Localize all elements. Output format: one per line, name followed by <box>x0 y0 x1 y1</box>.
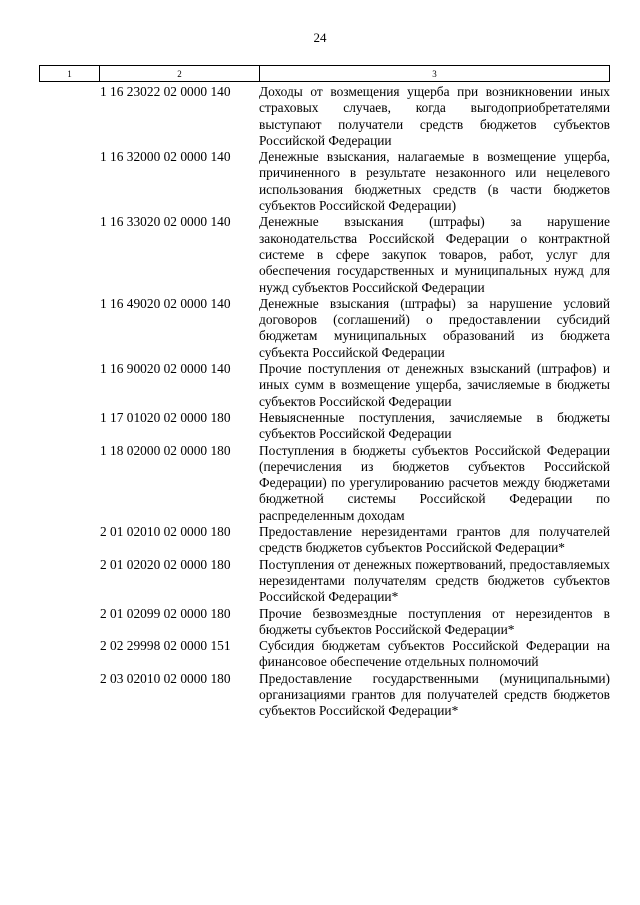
revenue-code: 2 01 02010 02 0000 180 <box>100 524 231 540</box>
table-row <box>100 84 610 149</box>
column-header-table <box>39 65 610 82</box>
table-row <box>100 214 610 295</box>
table-row <box>100 410 610 443</box>
revenue-code: 1 16 90020 02 0000 140 <box>100 361 231 377</box>
revenue-description: Предоставление государственными (муниципальными) организациями грантов для получателей средств бюджетов субъектов Российской Федерации* <box>259 670 610 719</box>
page-number: 24 <box>313 30 327 45</box>
revenue-description: Денежные взыскания, налагаемые в возмещение ущерба, причиненного в результате незаконного или нецелевого использования бюджетных средств (в части бюджетов субъектов Российской Федерации) <box>259 149 610 214</box>
revenue-code: 1 18 02000 02 0000 180 <box>100 442 231 458</box>
table-row <box>100 149 610 214</box>
column-header-1: 1 <box>40 66 100 82</box>
revenue-code: 2 01 02099 02 0000 180 <box>100 605 231 621</box>
revenue-description: Субсидия бюджетам субъектов Российской Федерации на финансовое обеспечение отдельных полномочий <box>259 638 610 670</box>
column-header-2: 2 <box>100 66 260 82</box>
revenue-code: 1 16 33020 02 0000 140 <box>100 214 231 230</box>
revenue-code-list <box>100 84 610 720</box>
revenue-code: 2 03 02010 02 0000 180 <box>100 670 231 686</box>
column-header-3: 3 <box>260 66 610 82</box>
revenue-description: Поступления в бюджеты субъектов Российской Федерации (перечисления из бюджетов субъектов Российской Федерации) по урегулированию расчетов между бюджетами бюджетной системы Российской Федерации по распределенным доходам <box>259 442 610 523</box>
table-row <box>100 606 610 639</box>
table-row <box>100 361 610 410</box>
revenue-code: 1 17 01020 02 0000 180 <box>100 409 231 425</box>
table-row <box>100 671 610 720</box>
column-header-row <box>40 66 610 82</box>
table-row <box>100 296 610 361</box>
table-row <box>100 557 610 606</box>
revenue-code: 2 01 02020 02 0000 180 <box>100 556 231 572</box>
revenue-description: Предоставление нерезидентами грантов для получателей средств бюджетов субъектов Российской Федерации* <box>259 524 610 556</box>
revenue-description: Доходы от возмещения ущерба при возникновении иных страховых случаев, когда выгодоприобретателями выступают получатели средств бюджетов субъектов Российской Федерации <box>259 84 610 148</box>
revenue-code: 1 16 49020 02 0000 140 <box>100 295 231 311</box>
revenue-code: 2 02 29998 02 0000 151 <box>100 638 231 654</box>
revenue-description: Денежные взыскания (штрафы) за нарушение условий договоров (соглашений) о предоставлении субсидий бюджетам муниципальных образований из бюджета субъекта Российской Федерации <box>259 295 610 360</box>
table-row <box>100 524 610 557</box>
table-row <box>100 638 610 671</box>
revenue-description: Денежные взыскания (штрафы) за нарушение законодательства Российской Федерации о контрактной системе в сфере закупок товаров, работ, услуг для обеспечения государственных и муниципальных нужд для нужд субъектов Российской Федерации <box>259 214 610 295</box>
revenue-description: Прочие поступления от денежных взысканий (штрафов) и иных сумм в возмещение ущерба, зачисляемые в бюджеты субъектов Российской Федерации <box>259 361 610 409</box>
revenue-description: Прочие безвозмездные поступления от нерезидентов в бюджеты субъектов Российской Федерации* <box>259 605 610 637</box>
revenue-description: Поступления от денежных пожертвований, предоставляемых нерезидентами получателям средств бюджетов субъектов Российской Федерации* <box>259 556 610 605</box>
revenue-code: 1 16 32000 02 0000 140 <box>100 149 231 165</box>
revenue-description: Невыясненные поступления, зачисляемые в бюджеты субъектов Российской Федерации <box>259 409 610 442</box>
revenue-code: 1 16 23022 02 0000 140 <box>100 84 231 99</box>
table-row <box>100 443 610 524</box>
